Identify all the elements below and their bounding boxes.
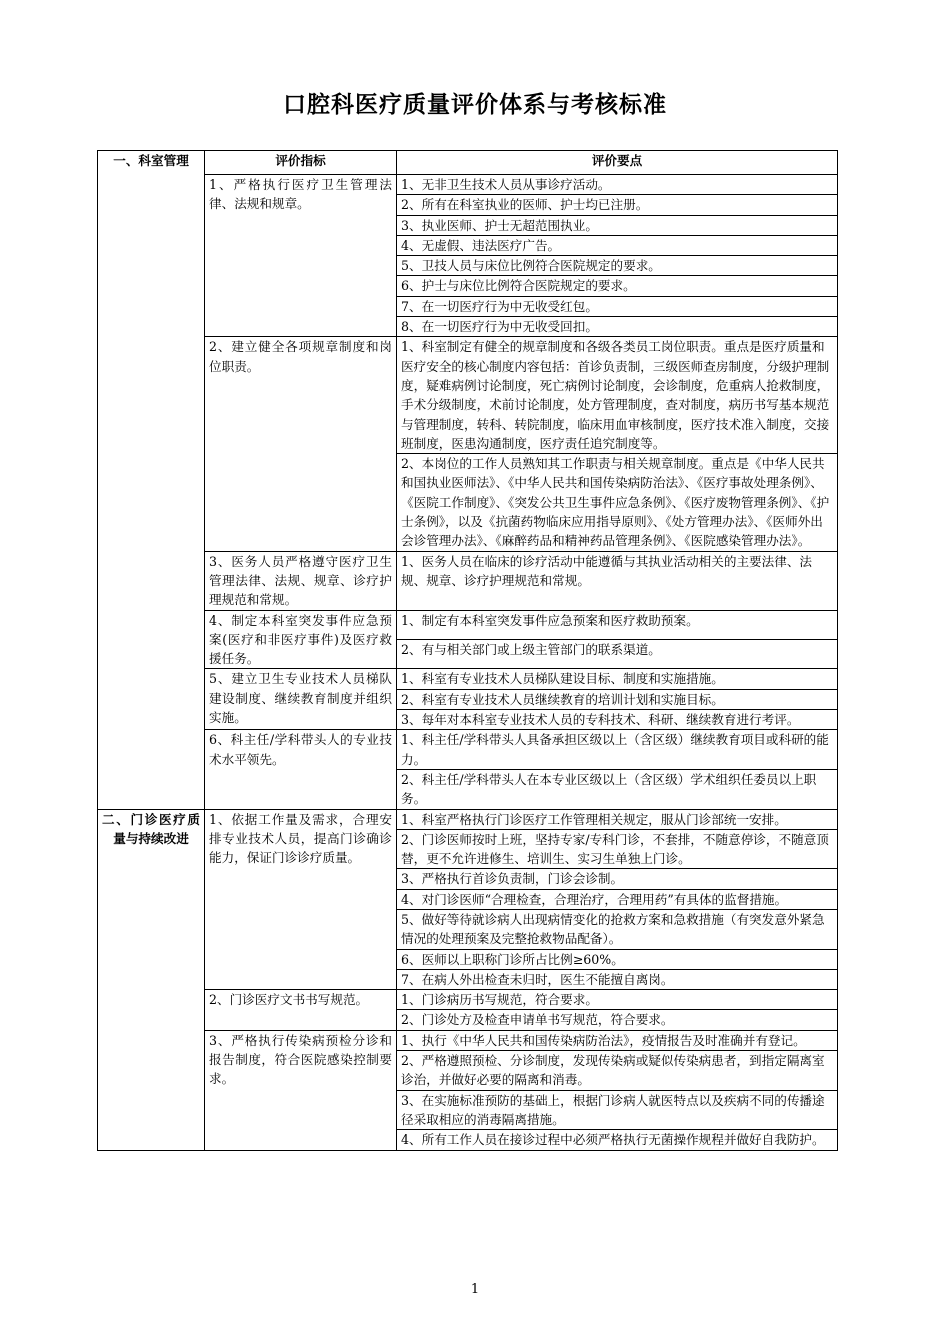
- indicator-cell: 1、依据工作量及需求，合理安排专业技术人员，提高门诊确诊能力，保证门诊诊疗质量。: [205, 809, 397, 990]
- table-row: [98, 551, 838, 610]
- point-cell: 3、在实施标准预防的基础上，根据门诊病人就医特点以及疾病不同的传播途径采取相应的消毒隔离措施。: [397, 1090, 838, 1130]
- point-cell: 3、执业医师、护士无超范围执业。: [397, 215, 838, 235]
- page-number: 1: [470, 1282, 480, 1297]
- point-cell: 1、无非卫生技术人员从事诊疗活动。: [397, 175, 838, 195]
- table-row: [98, 337, 838, 454]
- point-cell: 4、对门诊医师“合理检查，合理治疗，合理用药”有具体的监督措施。: [397, 889, 838, 909]
- column-header-indicator: 评价指标: [205, 151, 397, 175]
- point-cell: 1、门诊病历书写规范，符合要求。: [397, 990, 838, 1010]
- point-cell: 2、本岗位的工作人员熟知其工作职责与相关规章制度。重点是《中华人民共和国执业医师法》、《中华人民共和国传染病防治法》、《医疗事故处理条例》、《医院工作制度》、《突发公共卫生事件应急条例》、《医疗废物管理条例》、《护士条例》，以及《抗菌药物临床应用指导原则》、《处方管理办法》、《医师外出会诊管理办法》、《麻醉药品和精神药品管理条例》、《医院感染管理办法》。: [397, 454, 838, 551]
- table-row: [98, 610, 838, 639]
- point-cell: 2、科主任/学科带头人在本专业区级以上（含区级）学术组织任委员以上职务。: [397, 769, 838, 809]
- indicator-cell: 2、建立健全各项规章制度和岗位职责。: [205, 337, 397, 551]
- document-title: 口腔科医疗质量评价体系与考核标准: [283, 92, 667, 118]
- point-cell: 7、在病人外出检查未归时，医生不能擅自离岗。: [397, 969, 838, 989]
- section-title: 一、科室管理: [98, 151, 205, 810]
- point-cell: 3、每年对本科室专业技术人员的专科技术、科研、继续教育进行考评。: [397, 710, 838, 730]
- table-row: [98, 175, 838, 195]
- point-cell: 2、门诊医师按时上班，坚持专家/专科门诊，不套排，不随意停诊，不随意顶替，更不允许进修生、培训生、实习生单独上门诊。: [397, 829, 838, 869]
- point-cell: 2、严格遵照预检、分诊制度，发现传染病或疑似传染病患者，到指定隔离室诊治，并做好必要的隔离和消毒。: [397, 1051, 838, 1091]
- section-title: 二、门诊医疗质量与持续改进: [98, 809, 205, 1150]
- indicator-cell: 4、制定本科室突发事件应急预案(医疗和非医疗事件)及医疗救援任务。: [205, 610, 397, 669]
- point-cell: 8、在一切医疗行为中无收受回扣。: [397, 317, 838, 337]
- point-cell: 4、所有工作人员在接诊过程中必须严格执行无菌操作规程并做好自我防护。: [397, 1130, 838, 1150]
- point-cell: 2、所有在科室执业的医师、护士均已注册。: [397, 195, 838, 215]
- indicator-cell: 3、医务人员严格遵守医疗卫生管理法律、法规、规章、诊疗护理规范和常规。: [205, 551, 397, 610]
- indicator-cell: 5、建立卫生专业技术人员梯队建设制度、继续教育制度并组织实施。: [205, 669, 397, 730]
- point-cell: 7、在一切医疗行为中无收受红包。: [397, 296, 838, 316]
- table-row: [98, 669, 838, 689]
- point-cell: 1、科主任/学科带头人具备承担区级以上（含区级）继续教育项目或科研的能力。: [397, 730, 838, 770]
- point-cell: 1、执行《中华人民共和国传染病防治法》，疫情报告及时准确并有登记。: [397, 1030, 838, 1050]
- point-cell: 1、科室制定有健全的规章制度和各级各类员工岗位职责。重点是医疗质量和医疗安全的核心制度内容包括：首诊负责制，三级医师查房制度，分级护理制度，疑难病例讨论制度，死亡病例讨论制度，会诊制度，危重病人抢救制度，手术分级制度，术前讨论制度，处方管理制度，查对制度，病历书写基本规范与管理制度，转科、转院制度，临床用血审核制度，医疗技术准入制度，交接班制度，医患沟通制度，医疗责任追究制度等。: [397, 337, 838, 454]
- point-cell: 6、护士与床位比例符合医院规定的要求。: [397, 276, 838, 296]
- point-cell: 1、科室有专业技术人员梯队建设目标、制度和实施措施。: [397, 669, 838, 689]
- point-cell: 2、门诊处方及检查申请单书写规范，符合要求。: [397, 1010, 838, 1030]
- indicator-cell: 2、门诊医疗文书书写规范。: [205, 990, 397, 1031]
- table-row: [98, 1030, 838, 1050]
- point-cell: 6、医师以上职称门诊所占比例≥60%。: [397, 949, 838, 969]
- table-row: [98, 730, 838, 770]
- point-cell: 1、制定有本科室突发事件应急预案和医疗救助预案。: [397, 610, 838, 639]
- indicator-cell: 6、科主任/学科带头人的专业技术水平领先。: [205, 730, 397, 809]
- table-row: [98, 809, 838, 829]
- point-cell: 2、科室有专业技术人员继续教育的培训计划和实施目标。: [397, 689, 838, 709]
- table-header-row: [98, 151, 838, 175]
- evaluation-table: [97, 150, 838, 1151]
- point-cell: 4、无虚假、违法医疗广告。: [397, 235, 838, 255]
- point-cell: 2、有与相关部门或上级主管部门的联系渠道。: [397, 639, 838, 668]
- table-row: [98, 990, 838, 1010]
- point-cell: 1、科室严格执行门诊医疗工作管理相关规定，服从门诊部统一安排。: [397, 809, 838, 829]
- point-cell: 3、严格执行首诊负责制，门诊会诊制。: [397, 869, 838, 889]
- point-cell: 1、医务人员在临床的诊疗活动中能遵循与其执业活动相关的主要法律、法规、规章、诊疗护理规范和常规。: [397, 551, 838, 610]
- column-header-points: 评价要点: [397, 151, 838, 175]
- point-cell: 5、卫技人员与床位比例符合医院规定的要求。: [397, 256, 838, 276]
- indicator-cell: 1、严格执行医疗卫生管理法律、法规和规章。: [205, 175, 397, 337]
- point-cell: 5、做好等待就诊病人出现病情变化的抢救方案和急救措施（有突发意外紧急情况的处理预案及完整抢救物品配备）。: [397, 909, 838, 949]
- indicator-cell: 3、严格执行传染病预检分诊和报告制度，符合医院感染控制要求。: [205, 1030, 397, 1150]
